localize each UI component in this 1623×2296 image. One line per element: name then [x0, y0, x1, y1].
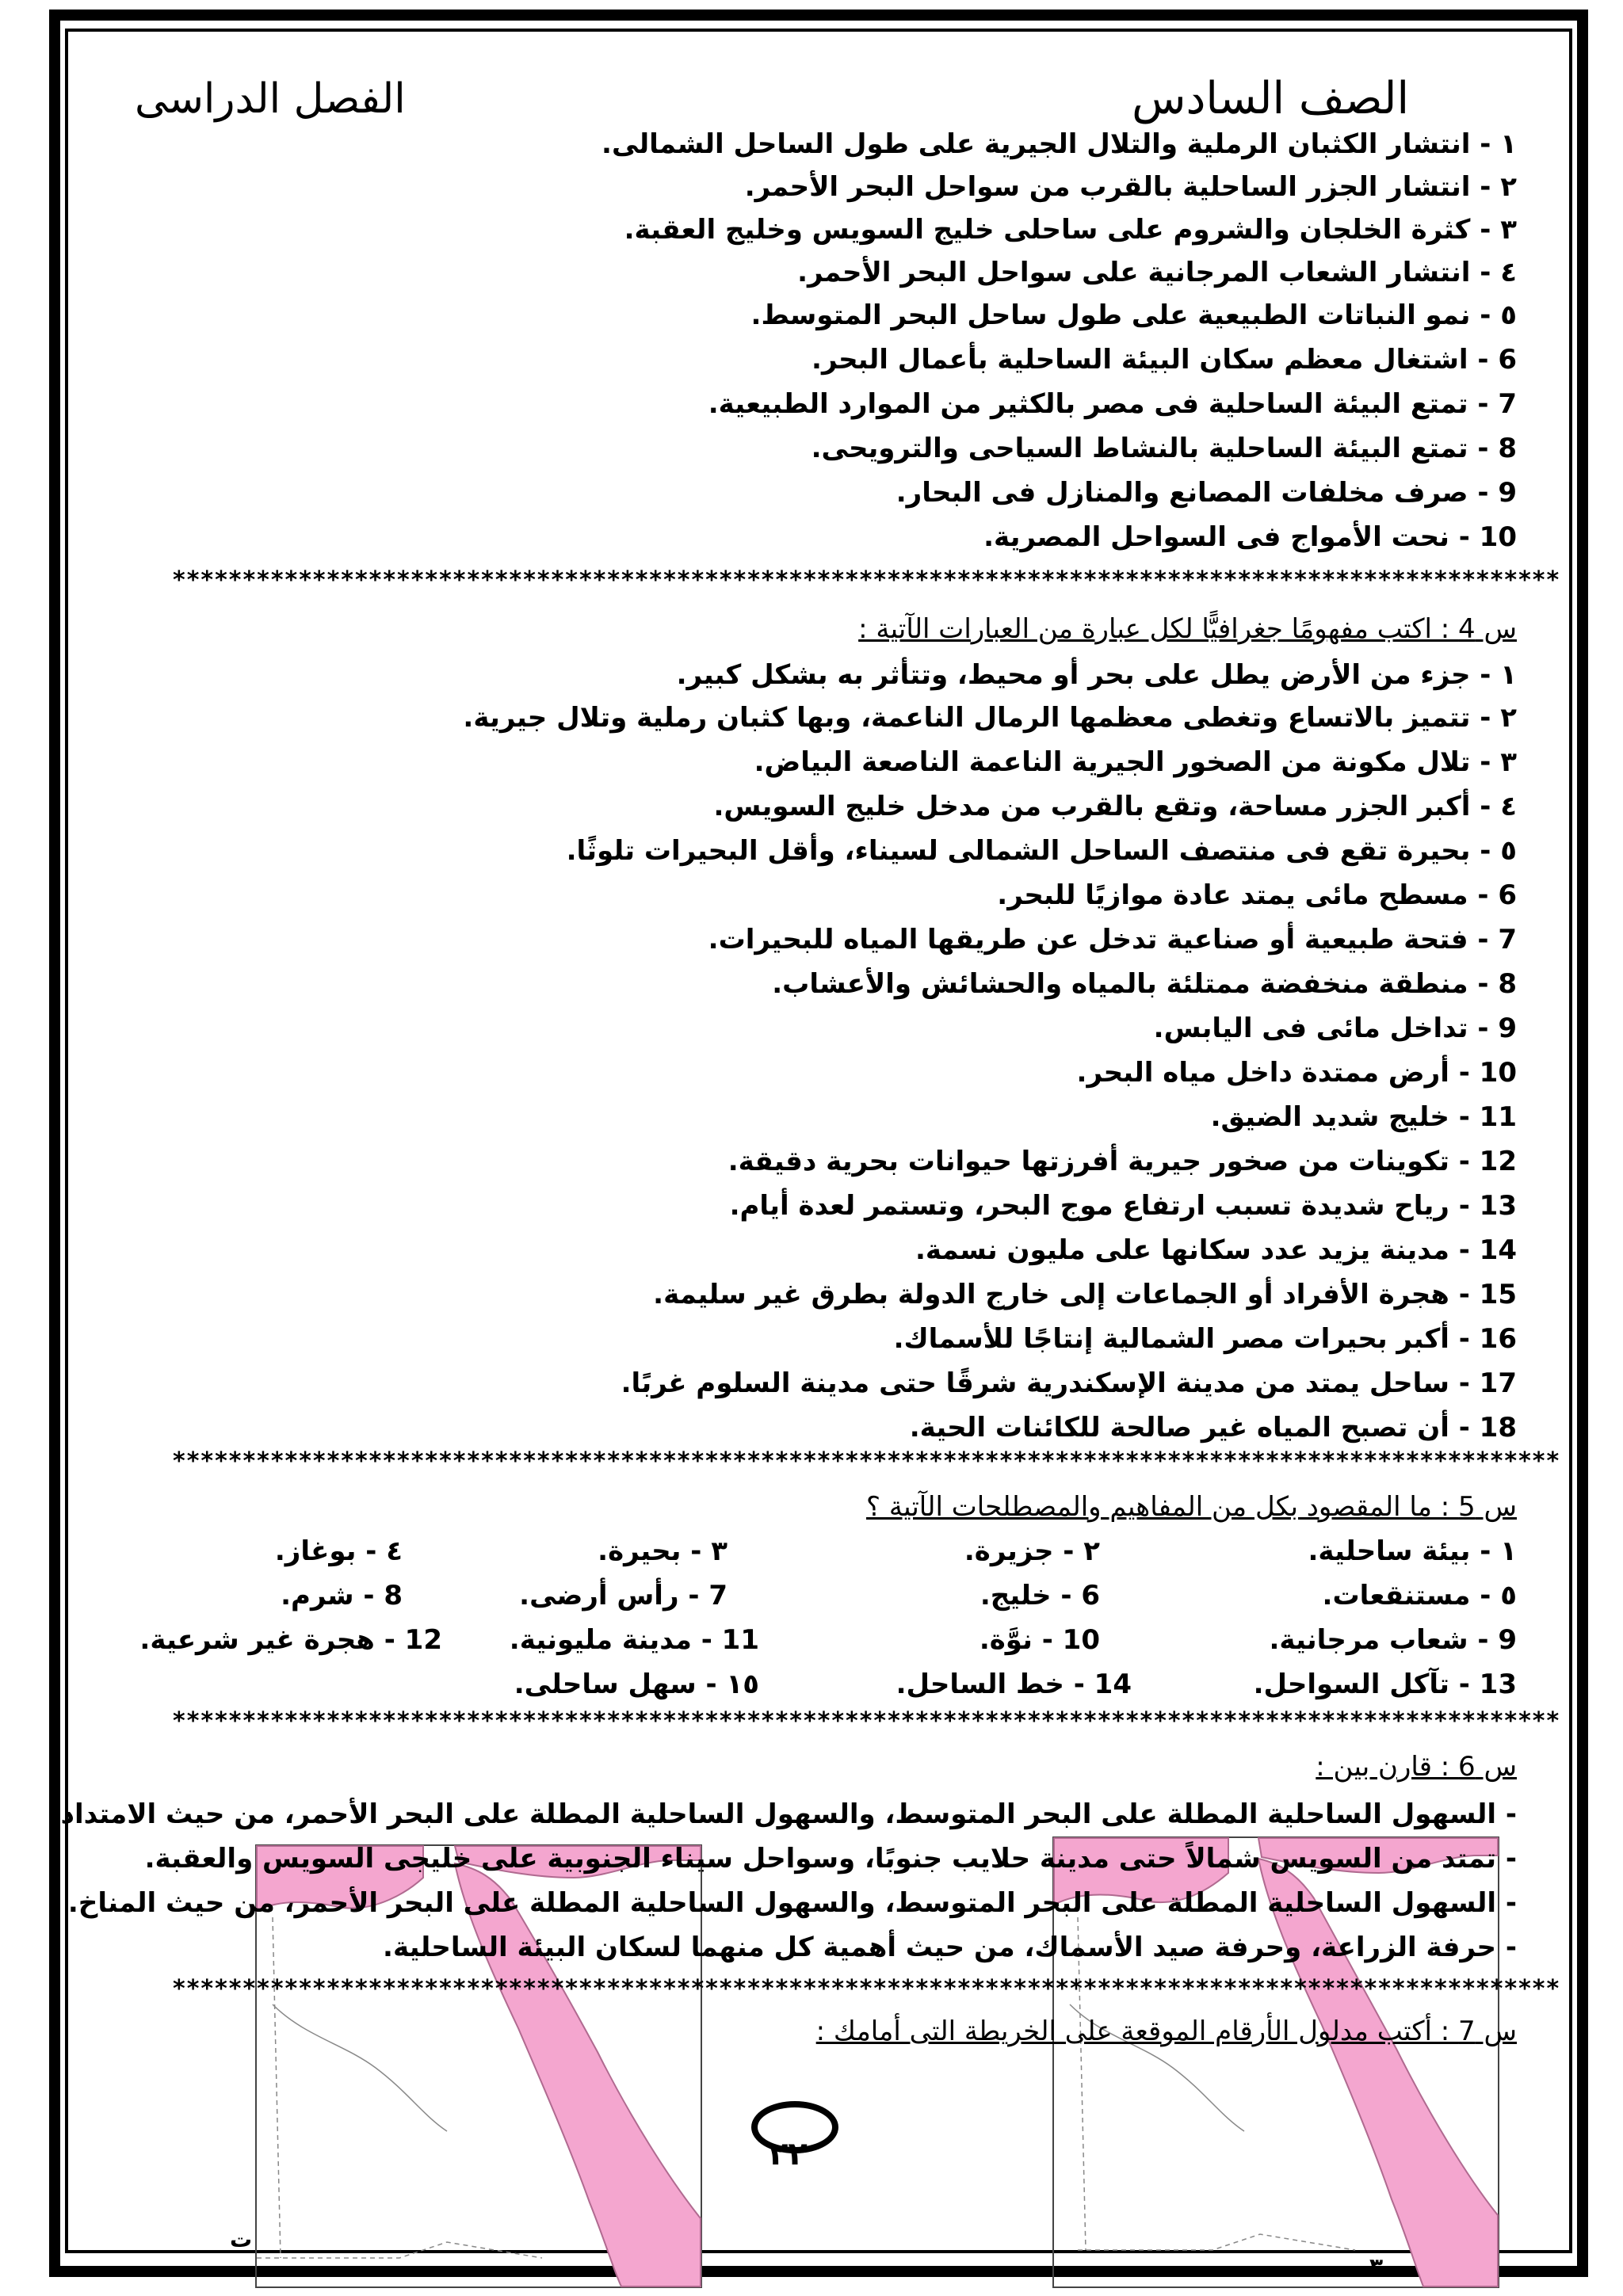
q6-item-3: - السهول الساحلية المطلة على البحر المتوسط، والسهول الساحلية المطلة على البحر الأحمر، من حيث المناخ.	[67, 1887, 1517, 1919]
q7-title: س 7 : أكتب مدلول الأرقام الموقعة على الخريطة التى أمامك :	[815, 2016, 1517, 2047]
grade-title: الصف السادس	[1132, 73, 1409, 124]
q4-item-8: 8 - منطقة منخفضة ممتلئة بالمياه والحشائش والأعشاب.	[772, 968, 1517, 1000]
q5-term: 13 - تآكل السواحل.	[1253, 1669, 1517, 1700]
q5-term: 11 - مدينة مليونية.	[509, 1624, 759, 1656]
top-item-2: ٢ - انتشار الجزر الساحلية بالقرب من سواحل البحر الأحمر.	[744, 171, 1517, 203]
left-map-mark: ت	[230, 2226, 253, 2252]
top-item-3: ٣ - كثرة الخلجان والشروم على ساحلى خليج السويس وخليج العقبة.	[624, 214, 1517, 246]
q4-item-2: ٢ - تتميز بالاتساع وتغطى معظمها الرمال الناعمة، وبها كثبان رملية وتلال جيرية.	[463, 702, 1517, 734]
q5-term: 9 - شعاب مرجانية.	[1269, 1624, 1517, 1656]
q6-item-4: - حرفة الزراعة، وحرفة صيد الأسماك، من حيث أهمية كل منهما لسكان البيئة الساحلية.	[383, 1932, 1517, 1963]
q4-item-14: 14 - مدينة يزيد عدد سكانها على مليون نسمة.	[915, 1234, 1517, 1266]
q5-term: 7 - رأس أرضى.	[519, 1580, 727, 1611]
right-map-number: ٣	[1369, 2253, 1384, 2279]
q6-item-2: - تمتد من السويس شمالاً حتى مدينة حلايب جنوبًا، وسواحل سيناء الجنوبية على خليجى السويس والعقبة.	[144, 1843, 1517, 1875]
q4-item-12: 12 - تكوينات من صخور جيرية أفرزتها حيوانات بحرية دقيقة.	[727, 1146, 1517, 1177]
q5-term: 12 - هجرة غير شرعية.	[139, 1624, 442, 1656]
q4-item-9: 9 - تداخل مائى فى اليابس.	[1153, 1013, 1517, 1044]
q4-item-16: 16 - أكبر بحيرات مصر الشمالية إنتاجًا للأسماك.	[893, 1323, 1517, 1355]
q5-term: 8 - شرم.	[281, 1580, 403, 1611]
q4-title: س 4 : اكتب مفهومًا جغرافيًّا لكل عبارة من العبارات الآتية :	[858, 613, 1517, 645]
q4-item-5: ٥ - بحيرة تقع فى منتصف الساحل الشمالى لسيناء، وأقل البحيرات تلوثًا.	[566, 835, 1517, 867]
top-item-5: ٥ - نمو النباتات الطبيعية على طول ساحل البحر المتوسط.	[750, 299, 1517, 331]
separator-1: ***************************************************************************************************	[173, 566, 1561, 594]
page-number-badge	[751, 2101, 838, 2172]
q4-item-4: ٤ - أكبر الجزر مساحة، وتقع بالقرب من مدخل خليج السويس.	[713, 791, 1517, 822]
q4-item-3: ٣ - تلال مكونة من الصخور الجيرية الناعمة الناصعة البياض.	[754, 746, 1517, 778]
top-item-7: 7 - تمتع البيئة الساحلية فى مصر بالكثير من الموارد الطبيعية.	[708, 388, 1517, 420]
q4-item-18: 18 - أن تصبح المياه غير صالحة للكائنات الحية.	[909, 1412, 1517, 1444]
q5-term: ١٥ - سهل ساحلى.	[514, 1669, 759, 1700]
q4-item-1: ١ - جزء من الأرض يطل على بحر أو محيط، وتتأثر به بشكل كبير.	[676, 659, 1517, 691]
separator-2: ***************************************************************************************************	[173, 1447, 1561, 1475]
q5-term: ٤ - بوغاز.	[274, 1535, 403, 1567]
separator-3: ***************************************************************************************************	[173, 1707, 1561, 1735]
top-item-1: ١ - انتشار الكثبان الرملية والتلال الجيرية على طول الساحل الشمالى.	[601, 128, 1517, 160]
q5-title: س 5 : ما المقصود بكل من المفاهيم والمصطلحات الآتية ؟	[865, 1491, 1517, 1523]
top-item-6: 6 - اشتغال معظم سكان البيئة الساحلية بأعمال البحر.	[812, 344, 1517, 376]
semester-title: الفصل الدراسى	[135, 75, 406, 123]
q4-item-17: 17 - ساحل يمتد من مدينة الإسكندرية شرقًا حتى مدينة السلوم غربًا.	[621, 1367, 1517, 1399]
q4-item-13: 13 - رياح شديدة تسبب ارتفاع موج البحر، وتستمر لعدة أيام.	[729, 1190, 1517, 1222]
q5-term: 14 - خط الساحل.	[896, 1669, 1132, 1700]
q4-item-6: 6 - مسطح مائى يمتد عادة موازيًا للبحر.	[997, 879, 1517, 911]
separator-4: ***************************************************************************************************	[173, 1975, 1561, 2003]
q4-item-7: 7 - فتحة طبيعية أو صناعية تدخل عن طريقها المياه للبحيرات.	[708, 924, 1517, 955]
q5-term: ٢ - جزيرة.	[964, 1535, 1100, 1567]
q6-title: س 6 : قارن بين :	[1316, 1751, 1517, 1783]
top-item-8: 8 - تمتع البيئة الساحلية بالنشاط السياحى والترويحى.	[811, 433, 1517, 464]
q5-term: 10 - نوَّة.	[979, 1624, 1100, 1656]
q5-term: 6 - خليج.	[980, 1580, 1100, 1611]
q4-item-15: 15 - هجرة الأفراد أو الجماعات إلى خارج الدولة بطرق غير سليمة.	[653, 1279, 1517, 1310]
top-item-4: ٤ - انتشار الشعاب المرجانية على سواحل البحر الأحمر.	[797, 257, 1517, 288]
top-item-10: 10 - نحت الأمواج فى السواحل المصرية.	[983, 521, 1517, 553]
q6-item-1: - السهول الساحلية المطلة على البحر المتوسط، والسهول الساحلية المطلة على البحر الأحمر، من حيث الامتداد.	[50, 1798, 1517, 1830]
page-number: ٢٢	[769, 2136, 808, 2172]
q5-term: ٣ - بحيرة.	[598, 1535, 727, 1567]
q5-term: ٥ - مستنقعات.	[1322, 1580, 1517, 1611]
q4-item-10: 10 - أرض ممتدة داخل مياه البحر.	[1076, 1057, 1517, 1089]
top-item-9: 9 - صرف مخلفات المصانع والمنازل فى البحار.	[896, 477, 1517, 509]
q4-item-11: 11 - خليج شديد الضيق.	[1210, 1101, 1517, 1133]
q5-term: ١ - بيئة ساحلية.	[1308, 1535, 1517, 1567]
